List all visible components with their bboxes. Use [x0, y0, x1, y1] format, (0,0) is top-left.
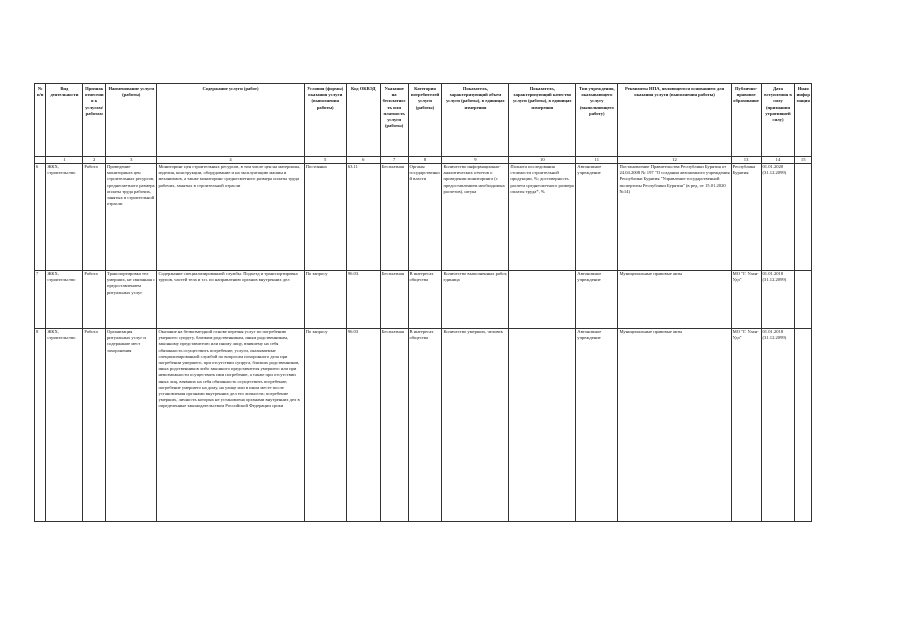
column-number-cell: 13 — [731, 157, 761, 164]
sign-cell: Работа — [83, 271, 106, 329]
header-cell: № п/п — [35, 84, 46, 157]
sign-cell: Работа — [83, 329, 106, 522]
other-info-cell — [795, 271, 812, 329]
header-cell: Показатель, характеризующий качество услуги (работы), в единицах измерения — [509, 84, 576, 157]
service-name-cell: Транспортировка тел умерших, не связанная с предоставлением ритуальных услуг — [106, 271, 157, 329]
volume-indicator-cell: Количество информационно-аналитических отчетов о проведении мониторинга (с предоставлением необходимых расчетов), штука — [442, 164, 509, 271]
quality-indicator-cell: Полнота исследования стоимости строительной продукции, %; достоверность расчета среднесметного размера оплаты труда*, % — [509, 164, 576, 271]
header-cell: Признак отнесения к услугам/работам — [83, 84, 106, 157]
volume-indicator-cell: Количество умерших, человек — [442, 329, 509, 522]
header-cell: Код ОКВЭД — [346, 84, 380, 157]
column-number-cell: 9 — [442, 157, 509, 164]
payment-cell: Бесплатная — [380, 271, 408, 329]
header-cell: Публично-правовое образование — [731, 84, 761, 157]
effective-date-cell: 01.01.2018 (31.12.2099) — [761, 271, 795, 329]
other-info-cell — [795, 164, 812, 271]
npa-cell: Муниципальные правовые акты — [618, 329, 731, 522]
consumers-cell: В интересах общества — [408, 329, 442, 522]
row-number: 8 — [35, 329, 46, 522]
table-row — [35, 271, 812, 329]
service-form-cell: По запросу — [304, 271, 346, 329]
header-cell: Дата вступления в силу (признания утратившей силу) — [761, 84, 795, 157]
column-number-cell: 5 — [304, 157, 346, 164]
service-name-cell: Организация ритуальных услуг и содержание мест захоронения — [106, 329, 157, 522]
column-number-cell: 7 — [380, 157, 408, 164]
volume-indicator-cell: Количество выполненных работ, единица — [442, 271, 509, 329]
row-number: 6 — [35, 164, 46, 271]
okved-cell: 96.03. — [346, 271, 380, 329]
other-info-cell — [795, 329, 812, 522]
column-number-cell: 15 — [795, 157, 812, 164]
header-row — [35, 84, 812, 157]
column-number-cell: 6 — [346, 157, 380, 164]
activity-cell: ЖКХ, строительство — [46, 271, 83, 329]
institution-type-cell: Автономное учреждение — [576, 271, 618, 329]
payment-cell: Бесплатная — [380, 164, 408, 271]
header-cell: Реквизиты НПА, являющегося основанием для оказания услуги (выполнения работы) — [618, 84, 731, 157]
column-number-cell: 2 — [83, 157, 106, 164]
activity-cell: ЖКХ, строительство — [46, 164, 83, 271]
row-number: 7 — [35, 271, 46, 329]
column-number-cell: 11 — [576, 157, 618, 164]
activity-cell: ЖКХ, строительство — [46, 329, 83, 522]
column-number-cell: 4 — [157, 157, 304, 164]
column-number-cell: 1 — [46, 157, 83, 164]
service-content-cell: Мониторинг цен строительных ресурсов, в том числе цен на материалы, изделия, конструкции, оборудование и на эксплуатацию машин и механизмов, а также мониторинг среднесметного размера оплаты труда рабочих, занятых в строительной отрасли — [157, 164, 304, 271]
service-form-cell: По запросу — [304, 329, 346, 522]
sign-cell: Работа — [83, 164, 106, 271]
header-cell: Наименование услуги (работы) — [106, 84, 157, 157]
header-cell: Условия (формы) оказания услуги (выполнения работы) — [304, 84, 346, 157]
column-number-cell: 14 — [761, 157, 795, 164]
public-entity-cell: Республика Бурятия — [731, 164, 761, 271]
payment-cell: Бесплатная — [380, 329, 408, 522]
header-cell: Содержание услуги (работ) — [157, 84, 304, 157]
table-row — [35, 329, 812, 522]
effective-date-cell: 01.01.2020 (31.12.2099) — [761, 164, 795, 271]
okved-cell: 96.03 — [346, 329, 380, 522]
public-entity-cell: МО "Г. Улан-Удэ" — [731, 329, 761, 522]
institution-type-cell: Автономное учреждение — [576, 164, 618, 271]
header-cell: Показатель, характеризующий объем услуги (работы), в единицах измерения — [442, 84, 509, 157]
effective-date-cell: 01.01.2018 (31.12.2099) — [761, 329, 795, 522]
quality-indicator-cell — [509, 271, 576, 329]
column-number-cell — [35, 157, 46, 164]
column-numbers-row — [35, 157, 812, 164]
column-number-cell: 3 — [106, 157, 157, 164]
public-entity-cell: МО "Г. Улан-Удэ" — [731, 271, 761, 329]
column-number-cell: 10 — [509, 157, 576, 164]
service-content-cell: Содержание специализированной службы. Подъезд и транспортировка трупов, частей тела и т.п. по направлению органов внутренних дел — [157, 271, 304, 329]
quality-indicator-cell — [509, 329, 576, 522]
consumers-cell: Органы государственной власти — [408, 164, 442, 271]
registry-page — [34, 83, 812, 522]
header-cell: Тип учреждения, оказывающего услугу (выполняющего работу) — [576, 84, 618, 157]
institution-type-cell: Автономное учреждение — [576, 329, 618, 522]
header-cell: Указание на бесплатность или платность услуги (работы) — [380, 84, 408, 157]
services-registry-table — [34, 83, 812, 522]
npa-cell: Постановление Правительства Республики Бурятия от 24.04.2008 № 197 "О создании автономного учреждения Республики Бурятия "Управление государственной экспертизы Республики Бурятия" (в ред. от 15.01.2020 №14) — [618, 164, 731, 271]
service-content-cell: Оказание на безвозмездной основе перечня услуг по погребению умершего супругу, близким родственникам, иным родственникам, законному представителю или иному лицу, взявшему на себя обязанность осуществить погребение; услуги, оказываемые специализированной службой по вопросам похоронного дела при погребении умершего, при отсутствии супруга, близких родственников, иных родственников либо законного представителя умершего или при невозможности осуществить ими погребение, а также при отсутствии иных лиц, взявших на себя обязанность осуществить погребение; погребение умершего на дому, на улице или в ином месте после установления органами внутренних дел его личности; погребение умерших, личность которых не установлена органами внутренних дел в определенные законодательством Российской Федерации сроки — [157, 329, 304, 522]
column-number-cell: 8 — [408, 157, 442, 164]
table-row — [35, 164, 812, 271]
header-cell: Инаяинформация — [795, 84, 812, 157]
npa-cell: Муниципальные правовые акты — [618, 271, 731, 329]
header-cell: Категория потребителей услуги (работы) — [408, 84, 442, 157]
service-name-cell: Проведение мониторинга цен строительных ресурсов, среднесметного размера оплаты труда рабочих, занятых в строительной отрасли — [106, 164, 157, 271]
header-cell: Вид деятельности — [46, 84, 83, 157]
okved-cell: 63.11 — [346, 164, 380, 271]
column-number-cell: 12 — [618, 157, 731, 164]
service-form-cell: Постоянно — [304, 164, 346, 271]
consumers-cell: В интересах общества — [408, 271, 442, 329]
